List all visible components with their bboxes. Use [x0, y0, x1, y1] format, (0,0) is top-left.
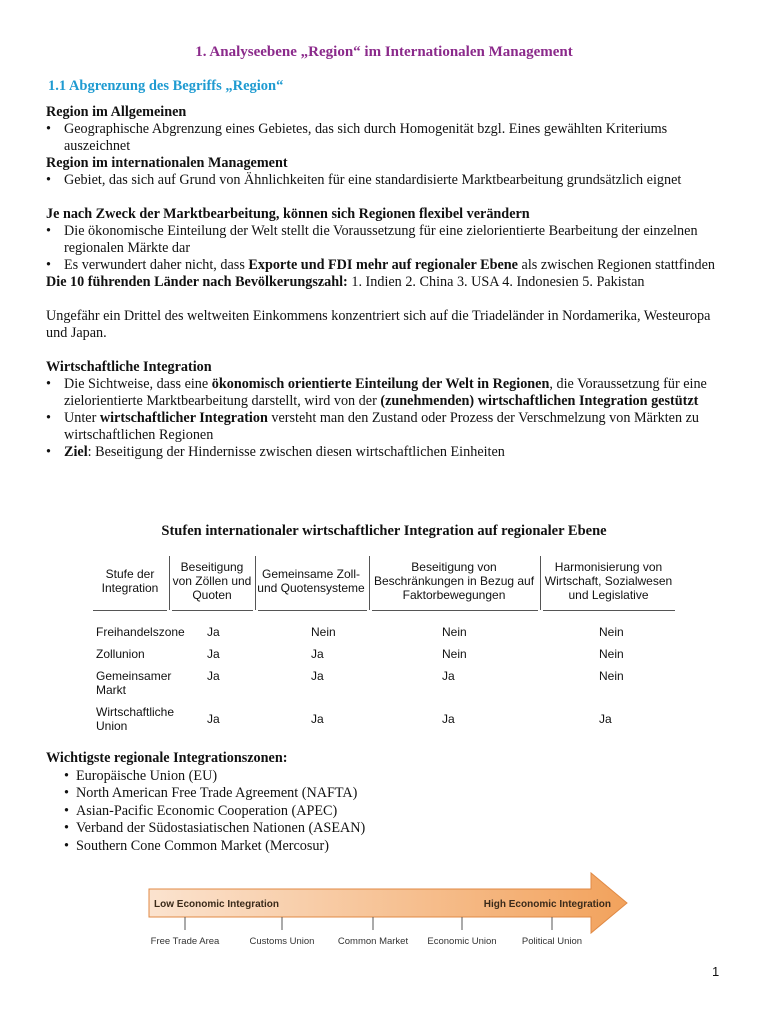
text: Es verwundert daher nicht, dass	[64, 257, 249, 273]
table-cell: Ja	[442, 712, 455, 726]
list-item: • Geographische Abgrenzung eines Gebietes, das sich durch Homogenität bzgl. Eines gewählten Kriteriums auszeichnet	[46, 121, 722, 155]
table-cell: Ja	[311, 647, 324, 661]
integration-zones	[46, 750, 722, 855]
zones-heading: Wichtigste regionale Integrationszonen:	[46, 750, 288, 766]
page-number: 1	[712, 964, 720, 979]
table-cell: Nein	[442, 625, 467, 639]
table-header-faktorbewegungen: Beseitigung von Beschränkungen in Bezug auf Faktorbewegungen	[373, 560, 535, 602]
divider	[372, 610, 538, 611]
heading-region-allgemein: Region im Allgemeinen	[46, 104, 187, 120]
divider	[540, 556, 541, 610]
text: , die Voraussetzung für eine zielorientierte Marktbearbeitung darstellt, wird von der	[64, 376, 707, 409]
table-header-zoelle: Beseitigung von Zöllen und Quoten	[172, 560, 252, 602]
list-item	[46, 410, 722, 444]
divider	[369, 556, 370, 610]
divider	[169, 556, 170, 610]
income-paragraph: Ungefähr ein Drittel des weltweiten Einkommens konzentriert sich auf die Triadeländer in Nordamerika, Westeuropa und Japan.	[46, 308, 711, 341]
list-item	[46, 257, 722, 274]
divider	[255, 556, 256, 610]
integration-table	[93, 552, 675, 738]
table-cell: Ja	[207, 647, 220, 661]
integration-arrow-diagram	[145, 868, 635, 958]
population-label: Die 10 führenden Länder nach Bevölkerungszahl:	[46, 274, 348, 290]
list-item: • Die ökonomische Einteilung der Welt stellt die Voraussetzung für eine zielorientierte Bearbeitung der einzelnen regionalen Märkte dar	[46, 223, 722, 257]
table-header-stage: Stufe der Integration	[101, 567, 159, 595]
bold-text: (zunehmenden) wirtschaftlichen Integration gestützt	[380, 393, 699, 409]
text: versteht man den Zustand oder Prozess der Verschmelzung von Märkten zu wirtschaftlichen Regionen	[64, 410, 700, 443]
arrow-label-low: Low Economic Integration	[154, 899, 280, 910]
page-title: 1. Analyseebene „Region“ im Internationalen Management	[195, 44, 573, 60]
heading-region-im: Region im internationalen Management	[46, 155, 288, 171]
bold-text: wirtschaftlicher Integration	[99, 410, 268, 426]
table-cell: Nein	[442, 647, 467, 661]
list-item: • Gebiet, das sich auf Grund von Ähnlichkeiten für eine standardisierte Marktbearbeitung grundsätzlich eignet	[46, 172, 722, 189]
section-subtitle: 1.1 Abgrenzung des Begriffs „Region“	[48, 78, 284, 94]
stage-label: Customs Union	[249, 936, 315, 947]
heading-zweck: Je nach Zweck der Marktbearbeitung, können sich Regionen flexibel verändern	[46, 206, 530, 222]
table-cell-stage: Freihandelszone	[96, 625, 185, 639]
arrow-label-high: High Economic Integration	[483, 899, 611, 910]
table-cell: Nein	[599, 647, 624, 661]
table-cell: Nein	[311, 625, 336, 639]
bold-text: ökonomisch orientierte Einteilung der Welt in Regionen	[211, 376, 550, 392]
integration-arrow	[145, 868, 635, 958]
table-cell: Ja	[311, 669, 324, 683]
table-header-zollsysteme: Gemeinsame Zoll- und Quotensysteme	[257, 567, 365, 595]
table-title: Stufen internationaler wirtschaftlicher Integration auf regionaler Ebene	[161, 523, 607, 539]
stage-label: Political Union	[521, 936, 583, 947]
table-cell: Nein	[599, 625, 624, 639]
bold-text: Exporte und FDI mehr auf regionaler Ebene	[248, 257, 518, 273]
zones-list	[46, 768, 722, 856]
list-integration	[46, 376, 722, 461]
table-cell: Ja	[207, 712, 220, 726]
table-cell-stage: Gemeinsamer Markt	[96, 669, 172, 697]
intro-sections	[46, 104, 722, 461]
list-item: • Europäische Union (EU)	[64, 768, 722, 786]
text: : Beseitigung der Hindernisse zwischen diesen wirtschaftlichen Einheiten	[87, 444, 505, 460]
list-item	[46, 376, 722, 410]
list-region-im	[46, 172, 722, 189]
text: Die Sichtweise, dass eine	[64, 376, 212, 392]
text: als zwischen Regionen stattfinden	[517, 257, 715, 273]
list-region-allgemein	[46, 121, 722, 155]
table-cell: Ja	[207, 669, 220, 683]
stage-label: Economic Union	[427, 936, 497, 947]
table-cell-stage: Zollunion	[96, 647, 145, 661]
stage-label: Common Market	[337, 936, 409, 947]
table-cell-stage: Wirtschaftliche Union	[96, 705, 175, 733]
list-item	[46, 444, 722, 461]
bold-text: Ziel	[64, 444, 88, 460]
table-cell: Ja	[442, 669, 455, 683]
list-item: • Southern Cone Common Market (Mercosur)	[64, 838, 722, 856]
list-item: • North American Free Trade Agreement (NAFTA)	[64, 785, 722, 803]
population-text: 1. Indien 2. China 3. USA 4. Indonesien 5. Pakistan	[347, 274, 645, 290]
table-cell: Ja	[207, 625, 220, 639]
table-header-harmonisierung: Harmonisierung von Wirtschaft, Sozialwesen und Legislative	[544, 560, 673, 602]
table-cell: Ja	[599, 712, 612, 726]
table-cell: Nein	[599, 669, 624, 683]
divider	[172, 610, 253, 611]
divider	[258, 610, 367, 611]
heading-wirtschaftliche-integration: Wirtschaftliche Integration	[46, 359, 212, 375]
divider	[543, 610, 675, 611]
list-item: • Asian-Pacific Economic Cooperation (APEC)	[64, 803, 722, 821]
list-item: • Verband der Südostasiatischen Nationen (ASEAN)	[64, 820, 722, 838]
stage-label: Free Trade Area	[150, 936, 220, 947]
divider	[93, 610, 167, 611]
population-line	[46, 274, 722, 291]
table-cell: Ja	[311, 712, 324, 726]
list-zweck	[46, 223, 722, 274]
text: Unter	[64, 410, 100, 426]
